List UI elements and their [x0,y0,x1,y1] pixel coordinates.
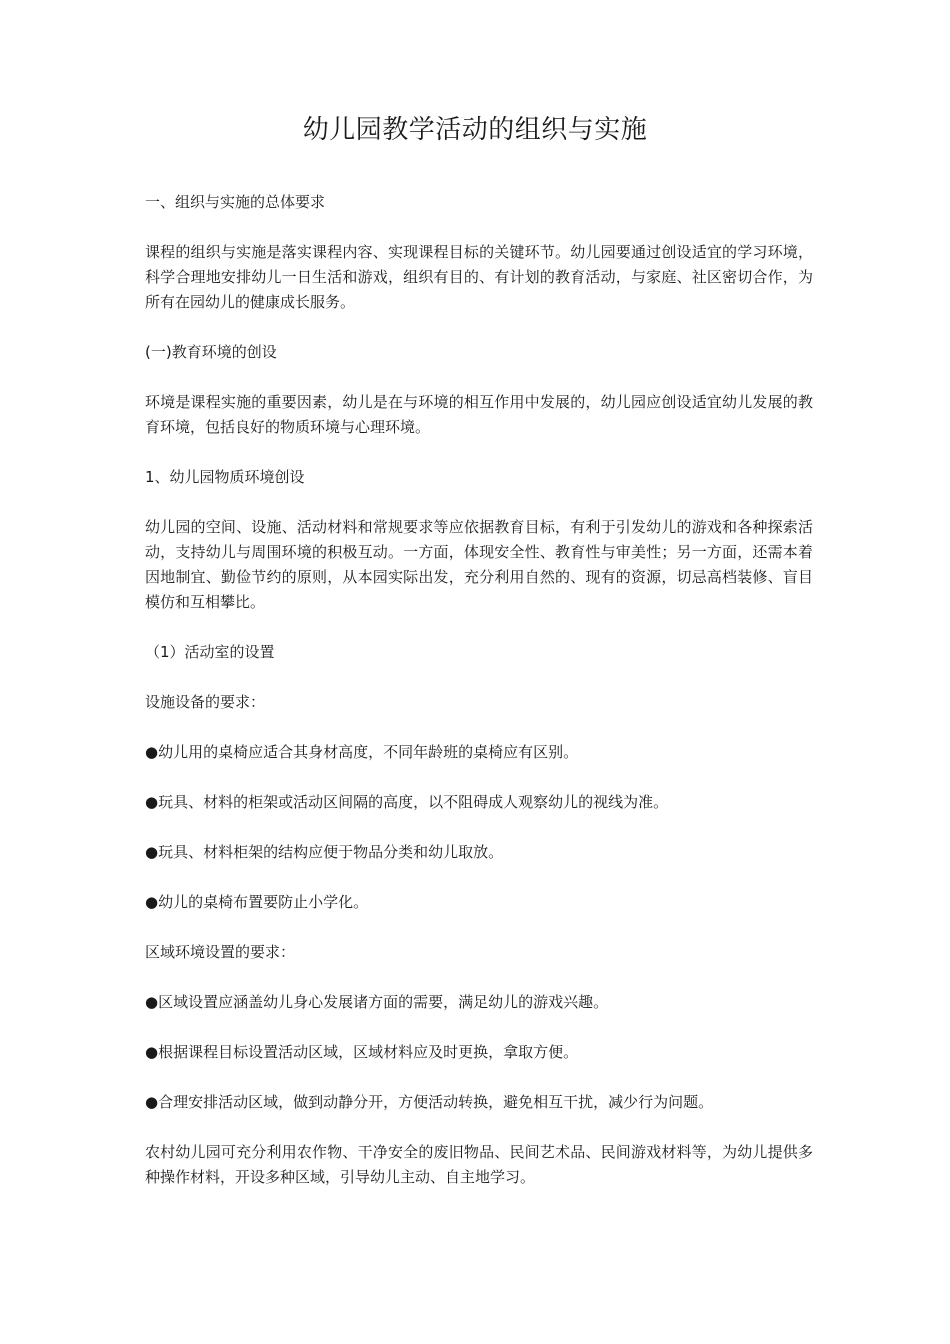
section-heading: 一、组织与实施的总体要求 [145,193,326,211]
bullet-item: ●幼儿用的桌椅应适合其身材高度，不同年龄班的桌椅应有区别。 [145,743,579,761]
bullet-item: ●区域设置应涵盖幼儿身心发展诸方面的需要，满足幼儿的游戏兴趣。 [145,993,609,1011]
bullet-item: ●玩具、材料柜架的结构应便于物品分类和幼儿取放。 [145,843,504,861]
paragraph: 农村幼儿园可充分利用农作物、干净安全的废旧物品、民间艺术品、民间游戏材料等，为幼儿提供多种操作材料，开设多种区域，引导幼儿主动、自主地学习。 [145,1143,813,1186]
list-heading: 设施设备的要求： [145,693,266,711]
bullet-item: ●合理安排活动区域，做到动静分开，方便活动转换，避免相互干扰，减少行为问题。 [145,1093,714,1111]
list-heading: 区域环境设置的要求： [145,943,296,961]
subsection-heading: （1）活动室的设置 [145,643,275,661]
paragraph: 环境是课程实施的重要因素，幼儿是在与环境的相互作用中发展的，幼儿园应创设适宜幼儿发展的教育环境，包括良好的物质环境与心理环境。 [145,393,813,436]
document-body [145,190,813,1215]
bullet-item: ●玩具、材料的柜架或活动区间隔的高度，以不阻碍成人观察幼儿的视线为准。 [145,793,669,811]
bullet-item: ●幼儿的桌椅布置要防止小学化。 [145,893,369,911]
paragraph: 课程的组织与实施是落实课程内容、实现课程目标的关键环节。幼儿园要通过创设适宜的学习环境，科学合理地安排幼儿一日生活和游戏，组织有目的、有计划的教育活动，与家庭、社区密切合作，为所有在园幼儿的健康成长服务。 [145,243,813,311]
document-title: 幼儿园教学活动的组织与实施 [302,115,648,145]
bullet-item: ●根据课程目标设置活动区域，区域材料应及时更换，拿取方便。 [145,1043,579,1061]
paragraph: 幼儿园的空间、设施、活动材料和常规要求等应依据教育目标，有利于引发幼儿的游戏和各种探索活动，支持幼儿与周围环境的积极互动。一方面，体现安全性、教育性与审美性；另一方面，还需本着因地制宜、勤俭节约的原则，从本园实际出发，充分利用自然的、现有的资源，切忌高档装修、盲目模仿和互相攀比。 [145,518,813,611]
subsection-heading: 1、幼儿园物质环境创设 [145,468,305,486]
subsection-heading: (一)教育环境的创设 [145,343,277,361]
